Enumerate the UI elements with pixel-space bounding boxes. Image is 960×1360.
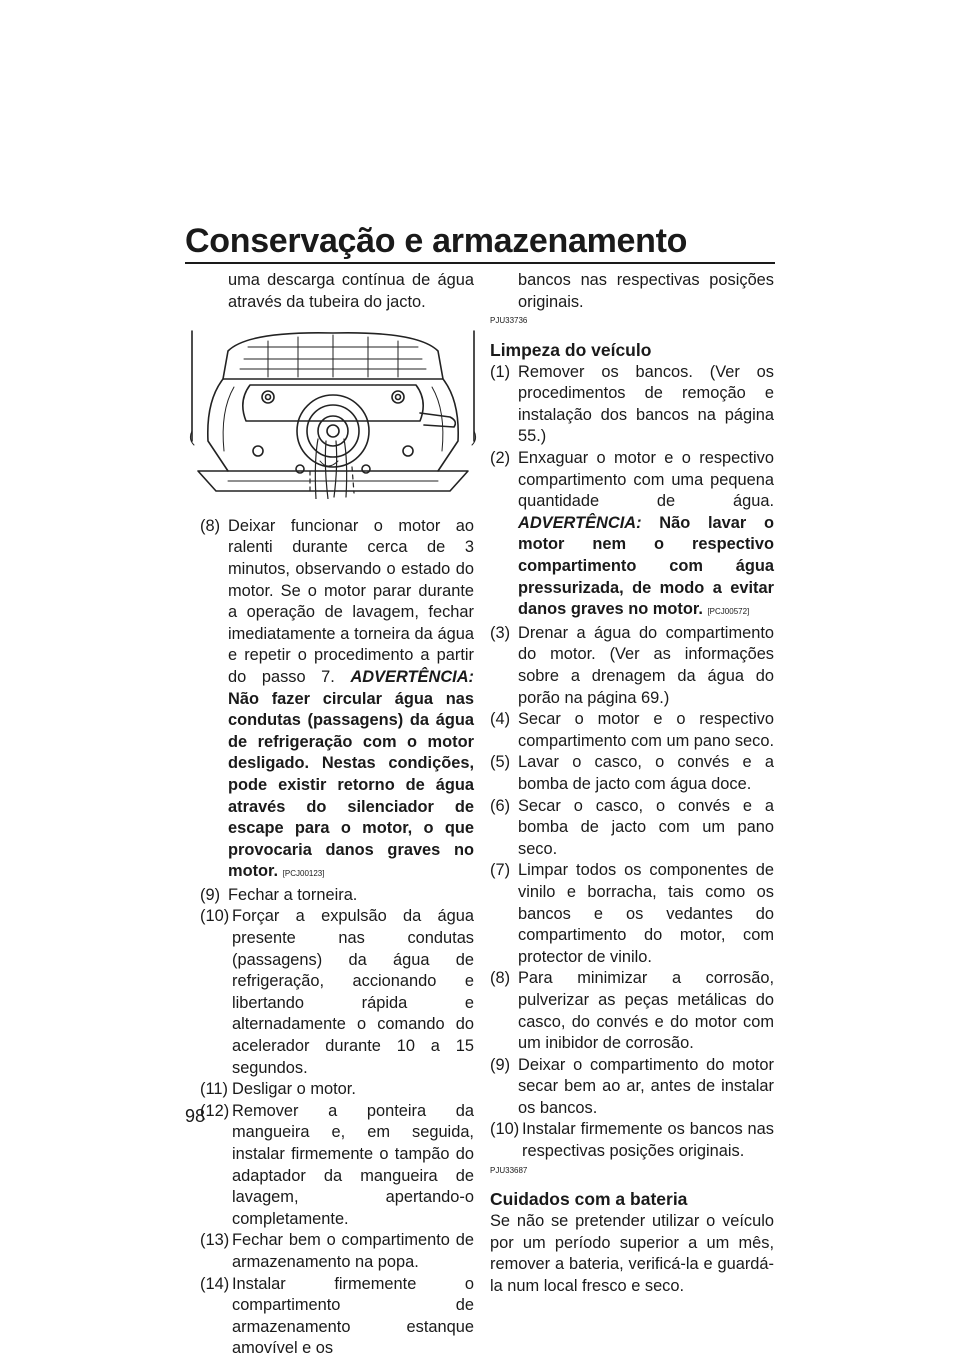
step-item-9 <box>200 885 474 907</box>
paragraph: Se não se pretender utilizar o veículo por um período superior a um mês, remover a bateria, verificá-la e guardá-la num local fresco e seco. <box>490 1212 774 1295</box>
warning-code: [PCJ00572] <box>707 607 750 617</box>
page-title: Conservação e armazenamento <box>185 222 688 260</box>
step-text: Remover os bancos. (Ver os procedimentos de remoção e instalação dos bancos na página 55.) <box>518 362 774 446</box>
step-number: (7) <box>490 861 511 880</box>
step-text: Lavar o casco, o convés e a bomba de jacto com água doce. <box>518 753 774 793</box>
step-number: (11) <box>200 1080 228 1099</box>
step-number: (10) <box>490 1120 520 1139</box>
step-item-4 <box>490 709 774 752</box>
step-body <box>518 448 774 623</box>
step-number: (9) <box>490 1055 511 1074</box>
section-code: PJU33687 <box>490 1165 528 1175</box>
section-code: PJU33736 <box>490 316 528 326</box>
step-number: (2) <box>490 449 511 468</box>
warning-label: ADVERTÊNCIA: <box>518 513 642 532</box>
step-number: (3) <box>490 623 511 642</box>
step-number: (13) <box>200 1231 230 1250</box>
step-text: Drenar a água do compartimento do motor. (Ver as informações sobre a drenagem da água do porão na página 69.) <box>518 623 774 707</box>
step-item-8 <box>490 968 774 1054</box>
step-item-7 <box>490 860 774 968</box>
step-item-3 <box>490 623 774 709</box>
warning-code: [PCJ00123] <box>282 869 325 879</box>
step-item-10 <box>490 1119 774 1162</box>
step-item-11 <box>200 1079 474 1101</box>
title-rule <box>185 262 775 264</box>
step-item-14 <box>200 1274 474 1360</box>
step-number: (5) <box>490 753 511 772</box>
step-item-2 <box>490 448 774 623</box>
step-text: Secar o casco, o convés e a bomba de jacto com um pano seco. <box>518 796 774 858</box>
step-number: (10) <box>200 907 230 926</box>
step-number: (9) <box>200 885 221 904</box>
page-number: 98 <box>185 1106 206 1126</box>
step-item-9 <box>490 1055 774 1120</box>
step-text: Remover a ponteira da mangueira e, em seguida, instalar firmemente o tampão do adaptador da mangueira de lavagem, apertando-o completamente. <box>232 1101 474 1228</box>
step-item-8 <box>200 516 474 885</box>
warning-label: ADVERTÊNCIA: <box>350 667 474 686</box>
step-item-12 <box>200 1101 474 1231</box>
step-text: Fechar a torneira. <box>228 885 358 904</box>
warning-text: Não fazer circular água nas condutas (passagens) da água de refrigeração com o motor desligado. Nestas condições, pode existir retorno de água através do silenciador de escape para o motor, o que provocaria danos graves no motor. <box>228 689 474 881</box>
step-continuation: uma descarga contínua de água através da tubeira do jacto. <box>228 271 474 311</box>
step-continuation: bancos nas respectivas posições originais. <box>518 271 774 311</box>
step-text: Forçar a expulsão da água presente nas condutas (passagens) da água de refrigeração, accionando e libertando rápida e alternadamente o comando do acelerador durante 10 a 15 segundos. <box>232 907 474 1077</box>
step-text: Instalar firmemente os bancos nas respectivas posições originais. <box>522 1120 774 1161</box>
step-text: Fechar bem o compartimento de armazenamento na popa. <box>232 1231 474 1271</box>
step-body <box>228 516 474 885</box>
step-text: Deixar funcionar o motor ao ralenti durante cerca de 3 minutos, observando o estado do motor. Se o motor parar durante a operação de lavagem, fechar imediatamente a torneira da água e repetir o procedimento a partir do passo 7. <box>228 516 474 686</box>
step-text: Desligar o motor. <box>232 1080 356 1099</box>
step-text: Para minimizar a corrosão, pulverizar as peças metálicas do casco, do convés e do motor com um inibidor de corrosão. <box>518 969 774 1053</box>
right-column <box>490 270 774 1298</box>
step-number: (6) <box>490 796 511 815</box>
jet-nozzle-flushing-illustration <box>188 321 478 499</box>
step-text: Enxaguar o motor e o respectivo compartimento com uma pequena quantidade de água. <box>518 449 774 511</box>
step-text: Secar o motor e o respectivo compartimento com um pano seco. <box>518 710 774 750</box>
step-item-13 <box>200 1230 474 1273</box>
step-number: (8) <box>200 516 221 535</box>
step-number: (4) <box>490 710 511 729</box>
step-number: (12) <box>200 1101 230 1120</box>
section-heading: Limpeza do veículo <box>490 339 652 360</box>
step-number: (14) <box>200 1274 230 1293</box>
left-column <box>200 270 474 1360</box>
step-item-6 <box>490 796 774 861</box>
step-text: Deixar o compartimento do motor secar bem ao ar, antes de instalar os bancos. <box>518 1055 774 1117</box>
step-item-1 <box>490 362 774 448</box>
step-item-5 <box>490 752 774 795</box>
warning-text: Não lavar o motor nem o respectivo compartimento com água pressurizada, de modo a evitar danos graves no motor. <box>518 513 774 619</box>
step-number: (1) <box>490 362 511 381</box>
section-heading: Cuidados com a bateria <box>490 1189 688 1210</box>
step-number: (8) <box>490 969 511 988</box>
step-text: Instalar firmemente o compartimento de armazenamento estanque amovível e os <box>232 1274 474 1358</box>
step-item-10 <box>200 906 474 1079</box>
step-text: Limpar todos os componentes de vinilo e borracha, tais como os bancos e os vedantes do compartimento do motor, com protector de vinilo. <box>518 861 774 966</box>
